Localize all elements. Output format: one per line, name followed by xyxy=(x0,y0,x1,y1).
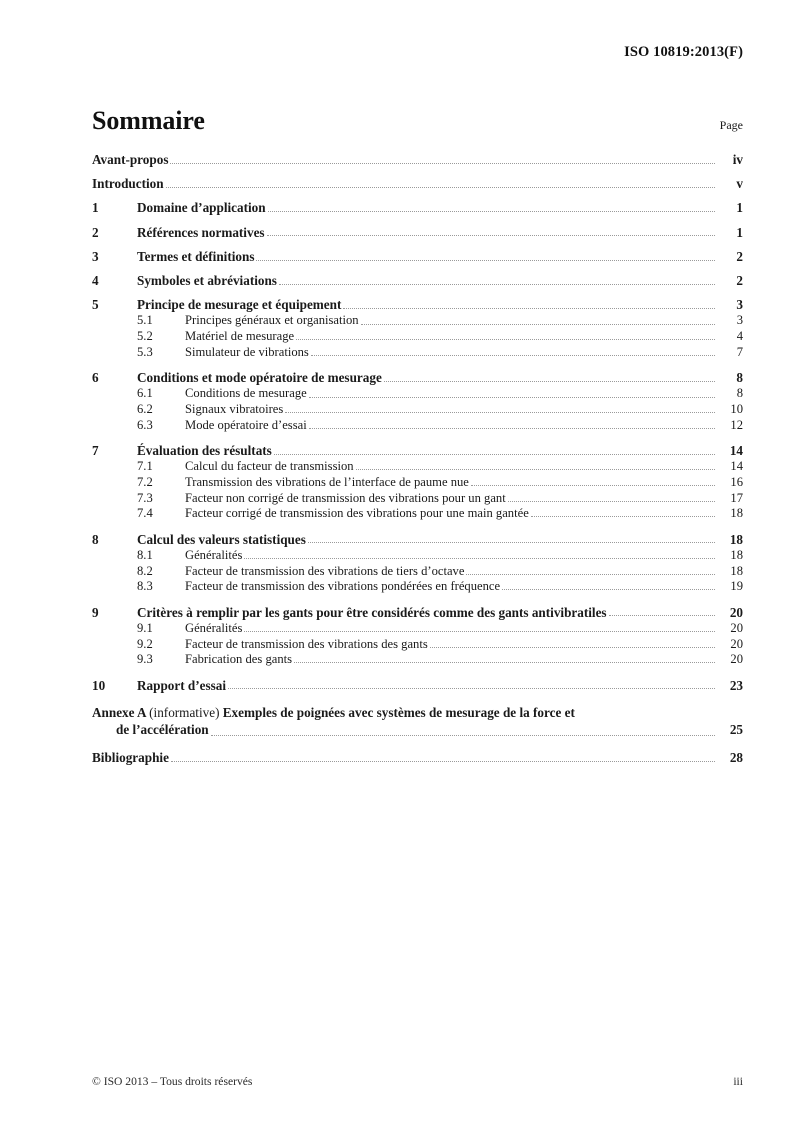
toc-entry[interactable] xyxy=(92,622,743,635)
toc-entry-label: Généralités xyxy=(185,620,243,635)
toc-entry[interactable] xyxy=(92,298,743,311)
footer-page-number: iii xyxy=(733,1075,743,1088)
dot-leader xyxy=(244,557,715,559)
dot-leader xyxy=(274,453,715,455)
toc-entry-number: 9 xyxy=(92,604,99,620)
toc-entry-page: 1 xyxy=(736,200,743,216)
dot-leader xyxy=(531,515,715,517)
dot-leader xyxy=(309,427,715,429)
toc-entry-number: 7.1 xyxy=(137,459,153,474)
dot-leader xyxy=(285,411,715,413)
toc-entry-label: Calcul du facteur de transmission xyxy=(185,459,354,474)
toc-entry-label: Signaux vibratoires xyxy=(185,402,284,416)
toc-entry-page: 18 xyxy=(730,506,743,521)
toc-entry-number: 7.4 xyxy=(137,506,153,521)
toc-entry-label: Conditions et mode opératoire de mesurage xyxy=(137,370,382,386)
toc-entry-number: 2 xyxy=(92,224,99,240)
toc-entry-page: 8 xyxy=(736,370,743,386)
toc-entry-label: Transmission des vibrations de l’interface de paume nue xyxy=(185,474,469,489)
toc-entry[interactable] xyxy=(92,346,743,359)
toc-entry-label: Simulateur de vibrations xyxy=(185,344,309,359)
dot-leader xyxy=(508,500,715,502)
toc-entry-number: 7.2 xyxy=(137,474,153,489)
annex-title-text-2: de l’accélération xyxy=(116,722,209,738)
dot-leader xyxy=(171,760,715,762)
toc-entry[interactable] xyxy=(92,419,743,432)
toc-entry-page: 10 xyxy=(730,402,743,416)
page-title: Sommaire xyxy=(92,106,205,135)
toc-entry-annex-a[interactable] xyxy=(92,705,743,738)
toc-entry-label: Facteur non corrigé de transmission des vibrations pour un gant xyxy=(185,490,506,505)
toc-entry-number: 6.2 xyxy=(137,402,153,416)
toc-entry-label: Facteur corrigé de transmission des vibrations pour une main gantée xyxy=(185,506,529,521)
toc-entry-number: 10 xyxy=(92,677,106,693)
annex-page: 25 xyxy=(729,722,743,738)
toc-entry-page: 16 xyxy=(730,474,743,489)
toc-entry-label: Évaluation des résultats xyxy=(137,443,272,459)
toc-entry-page: 28 xyxy=(729,750,743,766)
toc-entry-page: 3 xyxy=(736,297,743,313)
toc-entry-label: Critères à remplir par les gants pour être considérés comme des gants antivibratiles xyxy=(137,604,607,620)
toc-entry-number: 5.2 xyxy=(137,329,153,344)
toc-entry-page: 1 xyxy=(736,224,743,240)
toc-entry-label: Rapport d’essai xyxy=(137,677,227,693)
dot-leader xyxy=(343,307,715,309)
toc-entry-number: 5.1 xyxy=(137,313,153,328)
toc-entry-number: 5 xyxy=(92,297,99,313)
dot-leader xyxy=(294,661,715,663)
toc-entry-label: Mode opératoire d’essai xyxy=(185,417,307,432)
annex-label: Annexe A xyxy=(92,704,146,720)
toc-entry-label: Fabrication des gants xyxy=(185,652,293,667)
toc-entry[interactable] xyxy=(92,679,743,692)
toc-entry-page: 20 xyxy=(730,652,743,667)
toc-entry-page: 18 xyxy=(730,547,743,562)
toc-entry[interactable] xyxy=(92,533,743,546)
toc-entry-page: 20 xyxy=(730,636,743,651)
toc-entry[interactable] xyxy=(92,606,743,619)
dot-leader xyxy=(244,630,715,632)
toc-entry[interactable] xyxy=(92,565,743,578)
toc-entry[interactable] xyxy=(92,226,743,239)
toc-entry[interactable] xyxy=(92,201,743,214)
toc-entry-label: Calcul des valeurs statistiques xyxy=(137,531,306,547)
toc-entry-label: Principes généraux et organisation xyxy=(185,313,359,328)
toc-entry-page: 2 xyxy=(736,248,743,264)
toc-entry-label: Symboles et abréviations xyxy=(137,273,277,289)
dot-leader xyxy=(384,380,715,382)
toc-entry-number: 7 xyxy=(92,443,99,459)
toc-entry[interactable] xyxy=(92,403,743,416)
toc-entry[interactable] xyxy=(92,507,743,520)
dot-leader xyxy=(166,186,715,188)
toc-entry-page: v xyxy=(736,176,743,192)
dot-leader xyxy=(308,541,715,543)
dot-leader xyxy=(296,338,715,340)
toc-entry-label: Matériel de mesurage xyxy=(185,329,295,344)
dot-leader xyxy=(211,734,715,736)
toc-entry[interactable] xyxy=(92,653,743,666)
annex-title-line-1 xyxy=(92,705,743,721)
dot-leader xyxy=(256,259,715,261)
toc-entry-label: Facteur de transmission des vibrations pondérées en fréquence xyxy=(185,579,501,594)
toc-entry-page: 23 xyxy=(729,677,743,693)
toc-entry-page: iv xyxy=(732,152,743,167)
toc-entry-label: Principe de mesurage et équipement xyxy=(137,297,342,313)
toc-entry[interactable] xyxy=(92,250,743,263)
toc-entry-label: Bibliographie xyxy=(92,750,169,766)
document-header-id: ISO 10819:2013(F) xyxy=(624,44,743,60)
toc-entry-number: 5.3 xyxy=(137,344,153,359)
toc-entry-page: 8 xyxy=(736,386,743,401)
dot-leader xyxy=(228,687,715,689)
toc-entry-label: Introduction xyxy=(92,176,164,192)
dot-leader xyxy=(502,588,715,590)
dot-leader xyxy=(471,484,715,486)
toc-entry[interactable] xyxy=(92,549,743,562)
toc-entry-page: 2 xyxy=(736,273,743,289)
toc-entry-page: 18 xyxy=(729,531,743,547)
dot-leader xyxy=(361,323,715,325)
toc-entry[interactable] xyxy=(92,387,743,400)
toc-entry-number: 6 xyxy=(92,370,99,386)
toc-entry-label: Avant-propos xyxy=(92,152,169,167)
toc-entry-label: Références normatives xyxy=(137,224,265,240)
toc-entry-page: 18 xyxy=(730,563,743,578)
toc-entry-label: Conditions de mesurage xyxy=(185,386,307,401)
copyright-notice: © ISO 2013 – Tous droits réservés xyxy=(92,1075,253,1088)
toc-entry-page: 17 xyxy=(730,490,743,505)
toc-entry-number: 9.3 xyxy=(137,652,153,667)
toc-entry[interactable] xyxy=(92,177,743,190)
toc-entry-page: 7 xyxy=(736,344,743,359)
annex-title-line-2 xyxy=(92,722,743,738)
toc-entry[interactable] xyxy=(92,580,743,593)
toc-entry-number: 3 xyxy=(92,248,99,264)
toc-entry[interactable] xyxy=(92,460,743,473)
dot-leader xyxy=(267,234,715,236)
dot-leader xyxy=(430,646,715,648)
toc-entry-number: 1 xyxy=(92,200,99,216)
toc-entry-number: 9.1 xyxy=(137,620,153,635)
annex-kind: (informative) xyxy=(149,704,220,720)
toc-entry[interactable] xyxy=(92,153,743,166)
dot-leader xyxy=(609,614,715,616)
toc-entry[interactable] xyxy=(92,492,743,505)
toc-entry-label: Généralités xyxy=(185,547,243,562)
toc-entry[interactable] xyxy=(92,638,743,651)
dot-leader xyxy=(170,162,715,164)
toc-entry-label: Facteur de transmission des vibrations de tiers d’octave xyxy=(185,563,465,578)
toc-entry-page: 14 xyxy=(729,443,743,459)
table-of-contents xyxy=(92,153,743,764)
toc-entry-bibliography[interactable] xyxy=(92,751,743,764)
toc-entry[interactable] xyxy=(92,330,743,343)
dot-leader xyxy=(356,468,715,470)
toc-entry-page: 20 xyxy=(729,604,743,620)
toc-entry-number: 6.3 xyxy=(137,417,153,432)
toc-entry[interactable] xyxy=(92,314,743,327)
page-footer xyxy=(92,1075,743,1088)
toc-entry-number: 8.3 xyxy=(137,579,153,594)
toc-entry-label: Domaine d’application xyxy=(137,200,266,216)
toc-entry-page: 14 xyxy=(730,459,743,474)
toc-entry-page: 4 xyxy=(736,329,743,344)
dot-leader xyxy=(311,354,715,356)
toc-entry-page: 20 xyxy=(730,620,743,635)
toc-entry[interactable] xyxy=(92,274,743,287)
dot-leader xyxy=(268,210,715,212)
dot-leader xyxy=(466,573,715,575)
toc-entry-page: 19 xyxy=(730,579,743,594)
toc-entry-number: 7.3 xyxy=(137,490,153,505)
toc-entry-number: 4 xyxy=(92,273,99,289)
toc-entry-number: 8.1 xyxy=(137,547,153,562)
title-row xyxy=(92,106,743,136)
toc-entry-page: 3 xyxy=(736,313,743,328)
toc-entry-label: Termes et définitions xyxy=(137,248,255,264)
toc-entry[interactable] xyxy=(92,444,743,457)
toc-entry-page: 12 xyxy=(730,417,743,432)
dot-leader xyxy=(309,396,715,398)
toc-entry-number: 8 xyxy=(92,531,99,547)
toc-entry-number: 9.2 xyxy=(137,636,153,651)
toc-entry-number: 8.2 xyxy=(137,563,153,578)
dot-leader xyxy=(279,283,715,285)
annex-title-text-1: Exemples de poignées avec systèmes de mesurage de la force et xyxy=(222,704,575,720)
toc-entry-label: Facteur de transmission des vibrations des gants xyxy=(185,636,428,651)
toc-entry[interactable] xyxy=(92,371,743,384)
toc-entry[interactable] xyxy=(92,476,743,489)
page-column-header: Page xyxy=(719,118,743,132)
toc-entry-number: 6.1 xyxy=(137,386,153,401)
